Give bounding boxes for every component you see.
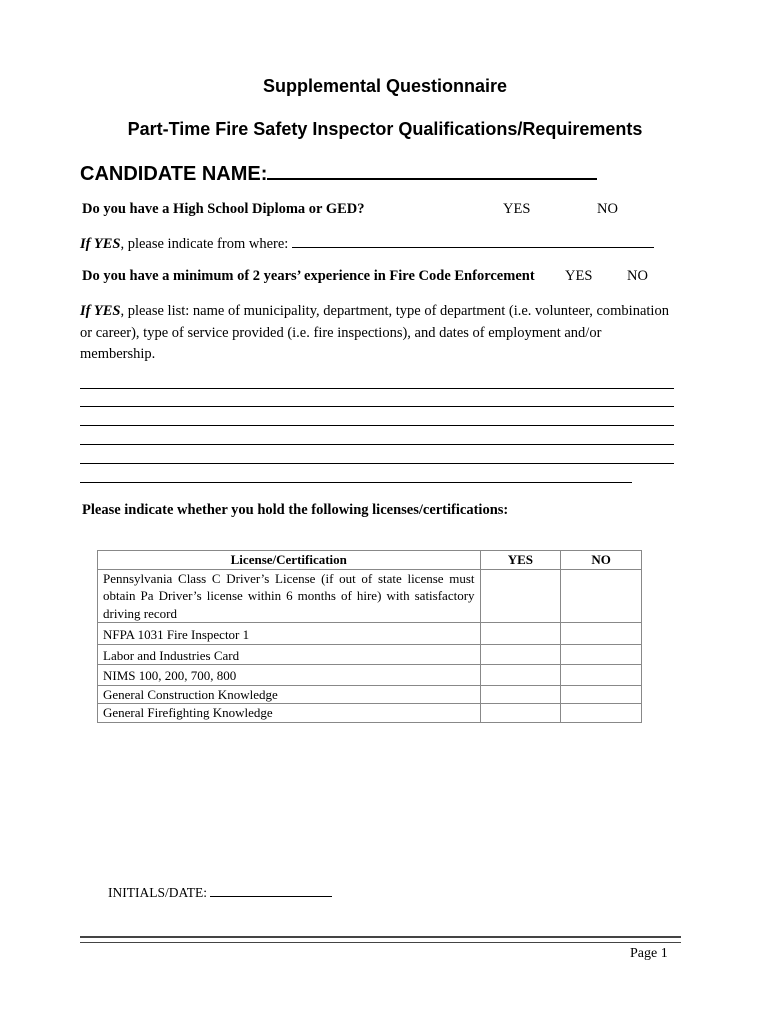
question-diploma: Do you have a High School Diploma or GED? [82, 201, 365, 217]
no-cell[interactable] [561, 685, 642, 704]
initials-date-field [108, 884, 332, 901]
table-row [98, 685, 642, 704]
license-name: Labor and Industries Card [98, 644, 481, 665]
no-cell[interactable] [561, 665, 642, 686]
licenses-heading: Please indicate whether you hold the following licenses/certifications: [82, 502, 509, 518]
diploma-source-line[interactable] [292, 235, 654, 248]
license-name: NFPA 1031 Fire Inspector 1 [98, 623, 481, 645]
question-diploma-no[interactable]: NO [597, 201, 618, 217]
candidate-name-label: CANDIDATE NAME: [80, 163, 268, 185]
yes-cell[interactable] [480, 644, 561, 665]
question-experience-no[interactable]: NO [627, 268, 648, 284]
yes-cell[interactable] [480, 623, 561, 645]
initials-date-line[interactable] [210, 884, 332, 897]
page-number: Page 1 [630, 946, 668, 961]
initials-date-label: INITIALS/DATE: [108, 885, 211, 900]
answer-line[interactable] [80, 463, 674, 464]
yes-cell[interactable] [480, 704, 561, 723]
license-name: Pennsylvania Class C Driver’s License (if out of state license must obtain Pa Driver’s license within 6 months of hire) with satisfactory driving record [98, 569, 481, 623]
license-name: General Construction Knowledge [98, 685, 481, 704]
question-experience-followup [80, 301, 680, 366]
answer-line[interactable] [80, 425, 674, 426]
table-row [98, 623, 642, 645]
table-row [98, 665, 642, 686]
table-header-row [98, 551, 642, 570]
table-row [98, 569, 642, 623]
no-cell[interactable] [561, 623, 642, 645]
yes-cell[interactable] [480, 665, 561, 686]
answer-line[interactable] [80, 388, 674, 389]
answer-line[interactable] [80, 444, 674, 445]
license-name: NIMS 100, 200, 700, 800 [98, 665, 481, 686]
footer-divider [80, 936, 681, 943]
candidate-name-field [80, 160, 597, 186]
if-yes-label: If YES [80, 236, 121, 252]
followup-text: , please list: name of municipality, department, type of department (i.e. volunteer, combination or career), type of service provided (i.e. fire inspections), and dates of employment and/or membership. [80, 303, 669, 362]
yes-cell[interactable] [480, 569, 561, 623]
column-header-yes: YES [480, 551, 561, 570]
column-header-license: License/Certification [98, 551, 481, 570]
question-experience-yes[interactable]: YES [565, 268, 593, 284]
column-header-no: NO [561, 551, 642, 570]
no-cell[interactable] [561, 704, 642, 723]
followup-text: , please indicate from where: [120, 236, 292, 252]
table-row [98, 644, 642, 665]
question-diploma-followup [80, 235, 654, 253]
no-cell[interactable] [561, 644, 642, 665]
document-subtitle: Part-Time Fire Safety Inspector Qualifications/Requirements [127, 119, 643, 139]
answer-line[interactable] [80, 406, 674, 407]
license-name: General Firefighting Knowledge [98, 704, 481, 723]
no-cell[interactable] [561, 569, 642, 623]
question-diploma-yes[interactable]: YES [503, 201, 531, 217]
question-experience: Do you have a minimum of 2 years’ experience in Fire Code Enforcement [82, 268, 535, 284]
candidate-name-line[interactable] [267, 160, 597, 180]
if-yes-label: If YES [80, 303, 121, 319]
document-title: Supplemental Questionnaire [262, 76, 508, 96]
license-table [97, 550, 642, 723]
answer-line[interactable] [80, 482, 632, 483]
table-row [98, 704, 642, 723]
yes-cell[interactable] [480, 685, 561, 704]
